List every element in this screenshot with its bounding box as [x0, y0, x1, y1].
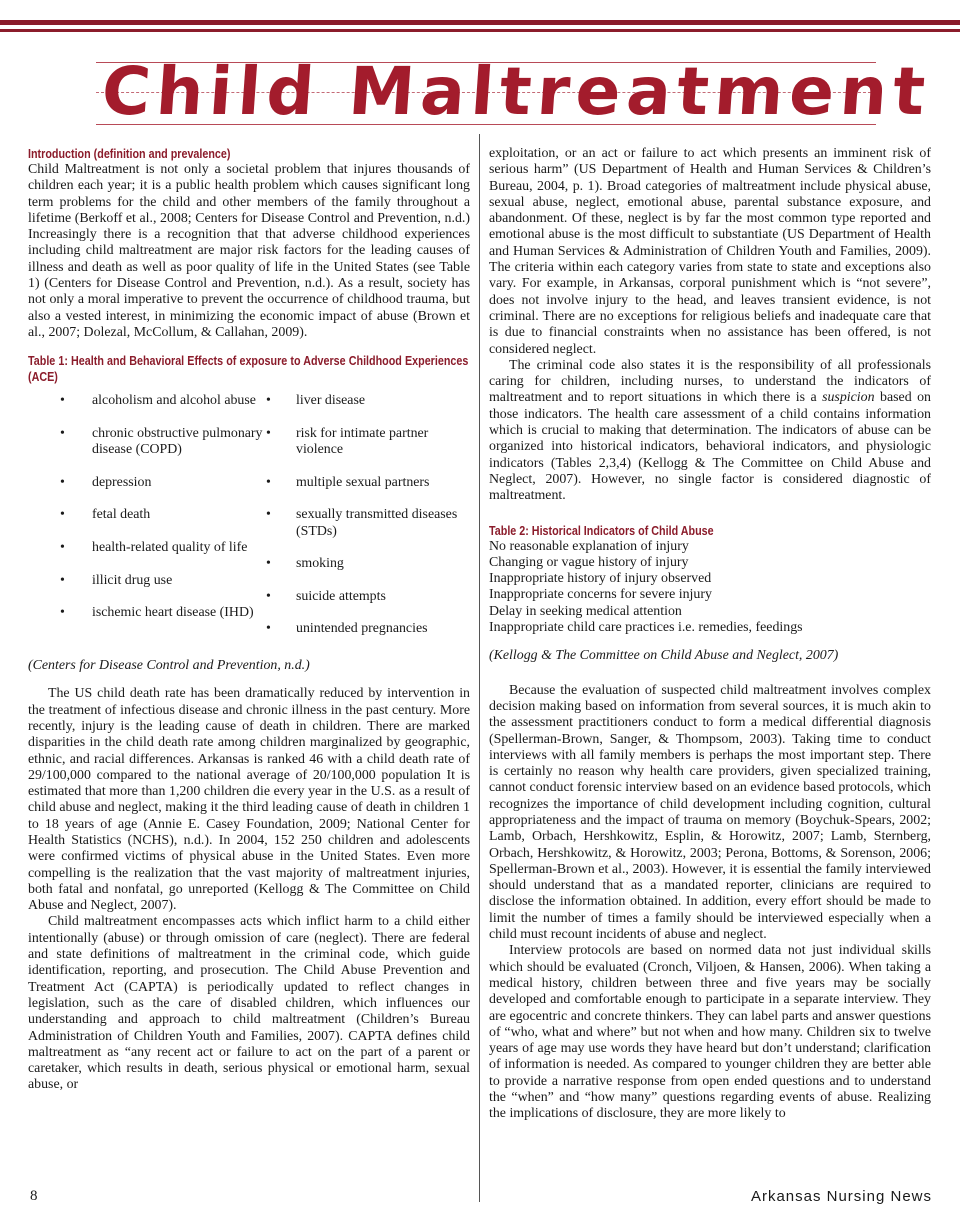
table2-heading: Table 2: Historical Indicators of Child Abuse [489, 523, 714, 538]
ace-list-column-1 [58, 393, 264, 654]
intro-paragraph: Child Maltreatment is not only a societal problem that injures thousands of children each year; it is a public health problem which causes significant long term problems for the child and other members of the family throughout a lifetime (Berkoff et al., 2008; Centers for Disease Control and Prevention, n.d.) Increasingly there is a recognition that that adverse childhood experiences including child maltreatment are major risk factors for the leading causes of illness and death as well as poor quality of life in the United States (see Table 1) (Centers for Disease Control and Prevention, n.d.). As a result, society has not only a moral imperative to prevent the occurrence of childhood trauma, but also a vested interest, in minimizing the economic impact of abuse (Brown et al., 2007; Dolezal, McCollum, & Callahan, 2009). [28, 162, 470, 340]
table1-heading: Table 1: Health and Behavioral Effects of exposure to Adverse Childhood Experiences (ACE) [28, 354, 469, 385]
list-item: • smoking [264, 556, 470, 572]
list-item: Inappropriate concerns for severe injury [489, 587, 712, 603]
emphasis-suspicion: suspicion [822, 390, 875, 406]
body-paragraph-definitions: Child maltreatment encompasses acts which inflict harm to a child either intentionally (abuse) or through omission of care (neglect). There are federal and state definitions of maltreatment in the criminal code, which guide identification, reporting, and prosecution. The Child Abuse Prevention and Treatment Act (CAPTA) is periodically updated to reflect changes in legislation, such as the care of disabled children, which influences our understanding and approach to child maltreatment (Children’s Bureau Administration of Children Youth and Families, 2007). CAPTA defines child maltreatment as “any recent act or failure to act on the part of a parent or caretaker, which results in death, serious physical or emotional harm, sexual abuse, or [28, 914, 470, 1093]
list-item: • suicide attempts [264, 589, 470, 605]
list-item: • liver disease [264, 393, 470, 409]
table2-citation: (Kellogg & The Committee on Child Abuse and Neglect, 2007) [489, 648, 839, 664]
title-banner [96, 52, 934, 132]
list-item: • unintended pregnancies [264, 621, 470, 637]
page-number: 8 [30, 1188, 38, 1204]
left-column [28, 146, 470, 1094]
list-item: • health-related quality of life [58, 540, 264, 556]
list-item: Changing or vague history of injury [489, 554, 689, 570]
table2-list [489, 539, 931, 637]
body-paragraph-categories: exploitation, or an act or failure to act which presents an imminent risk of serious harm” (US Department of Health and Human Services & Children’s Bureau, 2004, p. 1). Broad categories of maltreatment include physical abuse, sexual abuse, neglect, emotional abuse, parental substance exposure, and abandonment. Of these, neglect is by far the most common type reported and emotional abuse is the most difficult to substantiate (US Department of Health and Human Services & Administration of Children Youth and Families, 2009). The criteria within each category varies from state to state and exceptions also vary. For example, in Arkansas, corporal punishment which is “not severe”, does not involve injury to the head, and leaves transient evidence, is not criminal. There are no exceptions for religious beliefs and inadequate care that is due to financial constraints when no assistance has been offered, is not considered neglect. [489, 146, 931, 357]
column-divider [479, 134, 480, 1202]
ace-effects-list [28, 393, 470, 654]
list-item: • ischemic heart disease (IHD) [58, 605, 264, 621]
list-item: • fetal death [58, 507, 264, 523]
body-paragraph-evaluation: Because the evaluation of suspected child maltreatment involves complex decision making based on information from several sources, it is much akin to the assessment practitioners conduct to form a medical differential diagnosis (Spellerman-Brown, Sanger, & Thompsom, 2003). Taking time to conduct interviews with all family members is perhaps the most important step. There is certainly no reason why health care providers, given specialized training, cannot conduct forensic interview based on an evidence based protocols, which recognizes the importance of child development including cognition, cultural appropriateness and the impact of trauma on memory (Boychuk-Spears, 2002; Lamb, Orbach, Hershkowitz, Esplin, & Horowitz, 2007; Lamb, Sternberg, Orbach, Hershkowitz, & Horowitz, 2003; Perona, Bottoms, & Sorenson, 2006; Spellerman-Brown et al., 2003). However, it is essential the family interviewed should understand that as a mandated reporter, clinicians are required to disclose the information obtained. In addition, every effort should be made to limit the number of times a family should be interviewed especially when a child must recount incidents of abuse and neglect. [489, 682, 931, 943]
page-title: Child Maltreatment [99, 53, 934, 130]
intro-heading: Introduction (definition and prevalence) [28, 147, 231, 161]
list-item: Inappropriate history of injury observed [489, 571, 712, 587]
list-item: Inappropriate child care practices i.e. remedies, feedings [489, 620, 803, 636]
list-item: No reasonable explanation of injury [489, 538, 689, 554]
list-item: Delay in seeking medical attention [489, 603, 682, 619]
list-item: • depression [58, 475, 264, 491]
list-item: • sexually transmitted diseases (STDs) [264, 507, 470, 540]
table1-citation: (Centers for Disease Control and Prevention, n.d.) [28, 658, 310, 674]
body-paragraph-death-rate: The US child death rate has been dramatically reduced by intervention in the treatment of infectious disease and chronic illness in the past century. More recently, injury is the leading cause of death in children. There are marked disparities in the child death rate among children marginalized by geographic, ethnic, and racial differences. Arkansas is ranked 46 with a child death rate of 29/100,000 compared to the national average of 20/100,000 population It is estimated that more than 1,200 children die every year in the U.S. as a result of child abuse and neglect, making it the third leading cause of death in children 1 to 18 years of age (Annie E. Casey Foundation, 2009; National Center for Health Statistics (NCHS), n.d.). In 2004, 152 250 children and adolescents were confirmed victims of physical abuse in the United States. Even more compelling is the realization that the vast majority of maltreatment injuries, both fatal and nonfatal, go unreported (Kellogg & The Committee on Child Abuse and Neglect, 2007). [28, 686, 470, 914]
list-item: • risk for intimate partner violence [264, 426, 470, 459]
ace-list-column-2 [264, 393, 470, 654]
right-column [489, 146, 931, 1123]
publication-name: Arkansas Nursing News [750, 1188, 932, 1205]
top-rule-thin [0, 29, 960, 32]
list-item: • illicit drug use [58, 573, 264, 589]
list-item: • alcoholism and alcohol abuse [58, 393, 264, 409]
body-paragraph-interview: Interview protocols are based on normed data not just individual skills which should be evaluated (Cronch, Viljoen, & Hansen, 2006). When taking a medical history, children between three and five years may be socially developed and comfortable enough to participate in a separate interview. They are egocentric and concrete thinkers. They can label parts and answer questions of “who, what and where” but not when and how many. Children six to twelve years of age may use words they have heard but don’t understand; clarification of information is needed. As compared to younger children they are better able to provide a narrative response from open ended questions and to understand the “when” and “how many” questions regarding events of abuse. Realizing the implications of disclosure, they are more likely to [489, 943, 931, 1122]
list-item: • chronic obstructive pulmonary disease (COPD) [58, 426, 264, 459]
body-paragraph-criminal-code: The criminal code also states it is the responsibility of all professionals caring for children, including nurses, to understand the indicators of maltreatment and to report situations in which there is a suspicion based on those indicators. The health care assessment of a child contains information which is crucial to making that determination. The indicators of abuse can be organized into historical indicators, behavioral indicators, and physiologic indicators (Tables 2,3,4) (Kellogg & The Committee on Child Abuse and Neglect, 2007). However, no single factor is considered diagnostic of maltreatment. [489, 357, 931, 504]
list-item: • multiple sexual partners [264, 475, 470, 491]
top-rule-thick [0, 20, 960, 25]
